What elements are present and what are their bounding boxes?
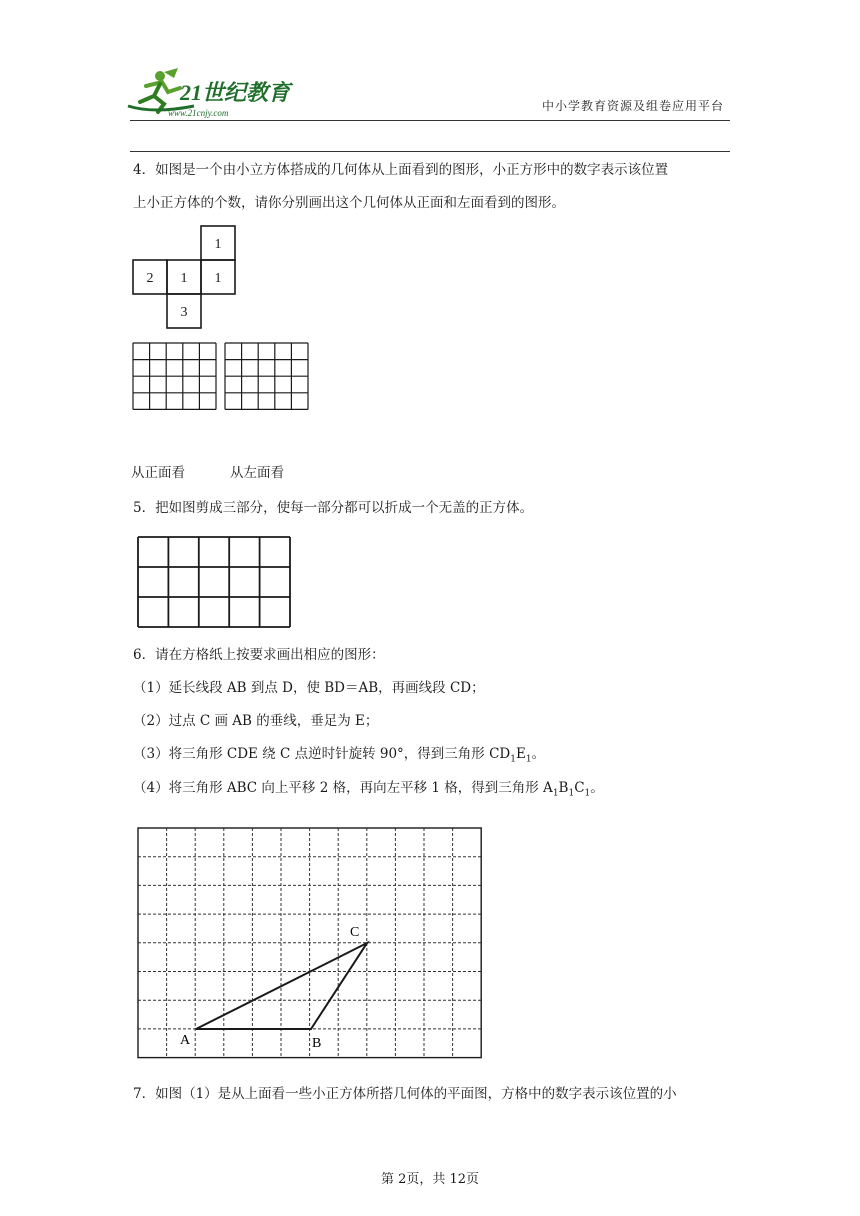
q5-text: 5．把如图剪成三部分，使每一部分都可以折成一个无盖的正方体。 <box>133 500 534 516</box>
q6-grid-paper <box>136 826 486 1062</box>
point-c-label: C <box>350 925 360 940</box>
q4-answer-grids <box>130 340 312 414</box>
number-left: 2 <box>146 271 154 286</box>
logo <box>124 66 294 120</box>
number-bottom: 3 <box>180 305 188 320</box>
q6-item2: （2）过点 C 画 AB 的垂线，垂足为 E； <box>133 713 379 729</box>
page-footer: 第 2页，共 12页 <box>380 1172 480 1187</box>
header-tagline: 中小学教育资源及组卷应用平台 <box>541 99 724 113</box>
q6-item1: （1）延长线段 AB 到点 D，使 BD＝AB，再画线段 CD； <box>133 680 485 696</box>
q4-line2: 上小正方体的个数，请你分别画出这个几何体从正面和左面看到的图形。 <box>133 195 565 211</box>
q6-item4: （4）将三角形 ABC 向上平移 2 格，再向左平移 1 格，得到三角形 $A_1B_1C_1$。 <box>133 780 604 799</box>
svg-text:21世纪教育: 21世纪教育 <box>180 80 291 105</box>
q5-grid-figure <box>136 535 292 629</box>
q6-intro: 6．请在方格纸上按要求画出相应的图形： <box>133 647 385 663</box>
label-left-view: 从左面看 <box>230 465 284 481</box>
q4-top-view-figure <box>130 224 240 330</box>
point-a-label: A <box>180 1033 191 1048</box>
number-top: 1 <box>214 237 222 252</box>
header-divider <box>130 120 730 121</box>
q6-item3: （3）将三角形 CDE 绕 C 点逆时针旋转 90°，得到三角形 $CD_1E_1$。 <box>133 746 546 765</box>
q7-line1: 7．如图（1）是从上面看一些小正方体所搭几何体的平面图，方格中的数字表示该位置的小 <box>133 1086 677 1102</box>
svg-text:www.21cnjy.com: www.21cnjy.com <box>168 108 229 118</box>
front-view-grid <box>133 343 216 409</box>
left-view-grid <box>225 343 308 409</box>
number-right: 1 <box>214 271 222 286</box>
number-center: 1 <box>180 271 188 286</box>
logo-graphic <box>124 66 294 120</box>
q4-line1: 4．如图是一个由小立方体搭成的几何体从上面看到的图形，小正方形中的数字表示该位置 <box>133 162 669 178</box>
label-front-view: 从正面看 <box>131 465 185 481</box>
content-divider <box>130 151 730 152</box>
point-b-label: B <box>312 1036 322 1051</box>
